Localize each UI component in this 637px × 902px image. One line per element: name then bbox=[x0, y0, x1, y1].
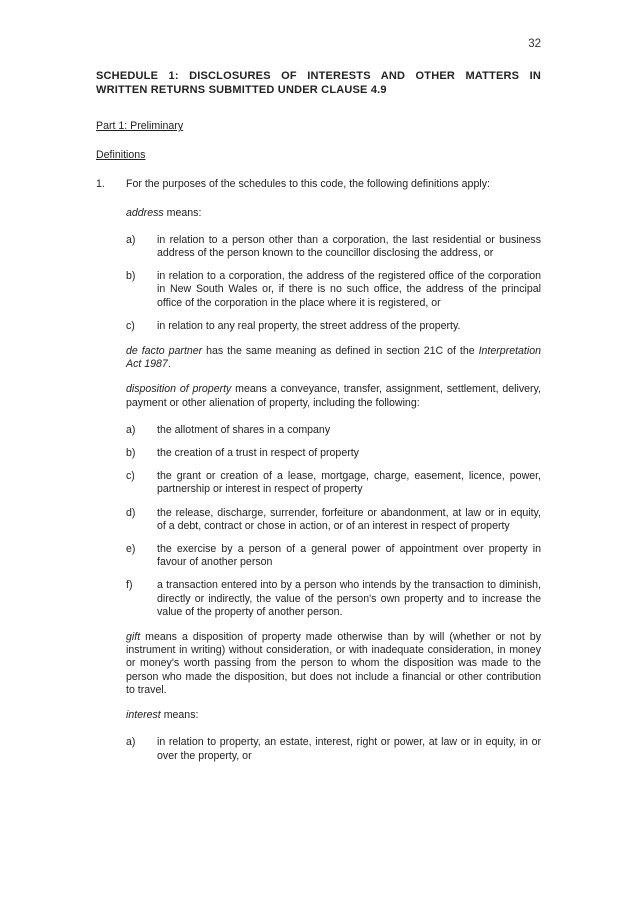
clause-1 bbox=[96, 178, 541, 191]
list-item bbox=[126, 543, 541, 569]
term-gift: gift bbox=[126, 631, 141, 644]
definitions-list bbox=[96, 207, 541, 763]
clause-number: 1. bbox=[96, 178, 105, 191]
list-item-label: d) bbox=[126, 506, 136, 519]
definitions-title: Definitions bbox=[96, 149, 146, 162]
definition-interest bbox=[126, 709, 541, 722]
list-item-text: in relation to a person other than a corporation, the last residential or business address of the person known to the councillor disclosing the address, or bbox=[157, 233, 541, 260]
list-item-text: the creation of a trust in respect of property bbox=[157, 447, 359, 460]
page-number: 32 bbox=[528, 38, 541, 50]
document-body bbox=[96, 70, 541, 763]
list-item-text: in relation to any real property, the street address of the property. bbox=[157, 319, 461, 332]
list-item-label: f) bbox=[126, 579, 133, 592]
list-item-label: c) bbox=[126, 470, 135, 483]
list-item bbox=[126, 447, 541, 460]
list-item bbox=[126, 270, 541, 310]
part-title: Part 1: Preliminary bbox=[96, 120, 184, 132]
list-item-label: a) bbox=[126, 423, 136, 436]
list-item-text: a transaction entered into by a person who intends by the transaction to diminish, directly or indirectly, the value of the person's own property and to increase the value of the property of another person. bbox=[157, 579, 541, 618]
list-item-label: a) bbox=[126, 233, 136, 246]
list-item bbox=[126, 579, 541, 619]
schedule-heading-line-1: SCHEDULE 1: DISCLOSURES OF INTERESTS AND OTHER MATTERS IN bbox=[96, 70, 541, 82]
list-item-label: a) bbox=[126, 736, 136, 749]
interest-intro: means: bbox=[160, 709, 199, 722]
list-item-text: in relation to property, an estate, interest, right or power, at law or in equity, in or over the property, or bbox=[157, 736, 541, 762]
definition-disposition-of-property bbox=[126, 383, 541, 409]
list-item-text: the release, discharge, surrender, forfeiture or abandonment, at law or in equity, of a debt, contract or chose in action, or of an interest in respect of property bbox=[157, 506, 541, 532]
list-item-text: in relation to a corporation, the address of the registered office of the corporation in New South Wales or, if there is no such office, the address of the principal office of the corporation in the place where it is registered, or bbox=[157, 270, 541, 309]
definition-address bbox=[126, 207, 541, 220]
list-item bbox=[126, 507, 541, 533]
disposition-intro: means a conveyance, transfer, assignment, settlement, delivery, payment or other alienation of property, including the following: bbox=[126, 383, 541, 409]
list-item-label: e) bbox=[126, 543, 136, 556]
gift-text: means a disposition of property made otherwise than by will (whether or not by instrument in writing) without consideration, or with inadequate consideration, in money or money's worth passing from the person to whom the disposition was made to the person who made the disposition, but does not include a financial or other contribution to travel. bbox=[126, 631, 541, 696]
list-item-label: c) bbox=[126, 319, 135, 332]
schedule-heading bbox=[96, 70, 541, 97]
list-item bbox=[126, 736, 541, 762]
list-item-text: the exercise by a person of a general power of appointment over property in favour of another person bbox=[157, 543, 541, 569]
list-item bbox=[126, 424, 541, 437]
list-item bbox=[126, 470, 541, 496]
de-facto-text: has the same meaning as defined in section 21C of the bbox=[202, 345, 479, 358]
list-item bbox=[126, 234, 541, 260]
act-title: Interpretation Act 1987 bbox=[126, 345, 542, 371]
term-de-facto-partner: de facto partner bbox=[126, 345, 203, 358]
list-item bbox=[126, 320, 541, 333]
term-address: address bbox=[126, 206, 164, 219]
address-intro: means: bbox=[163, 206, 202, 219]
definition-de-facto-partner bbox=[126, 345, 541, 371]
list-item-text: the allotment of shares in a company bbox=[157, 423, 331, 436]
list-item-label: b) bbox=[126, 270, 136, 283]
definition-gift bbox=[126, 631, 541, 697]
term-interest: interest bbox=[126, 709, 161, 722]
list-item-text: the grant or creation of a lease, mortgage, charge, easement, licence, power, partnership or interest in respect of property bbox=[157, 470, 541, 496]
de-facto-end: . bbox=[167, 358, 171, 371]
clause-text: For the purposes of the schedules to this code, the following definitions apply: bbox=[126, 178, 490, 191]
term-disposition-of-property: disposition of property bbox=[126, 383, 232, 396]
list-item-label: b) bbox=[126, 447, 136, 460]
schedule-heading-line-2: WRITTEN RETURNS SUBMITTED UNDER CLAUSE 4.9 bbox=[96, 83, 387, 96]
